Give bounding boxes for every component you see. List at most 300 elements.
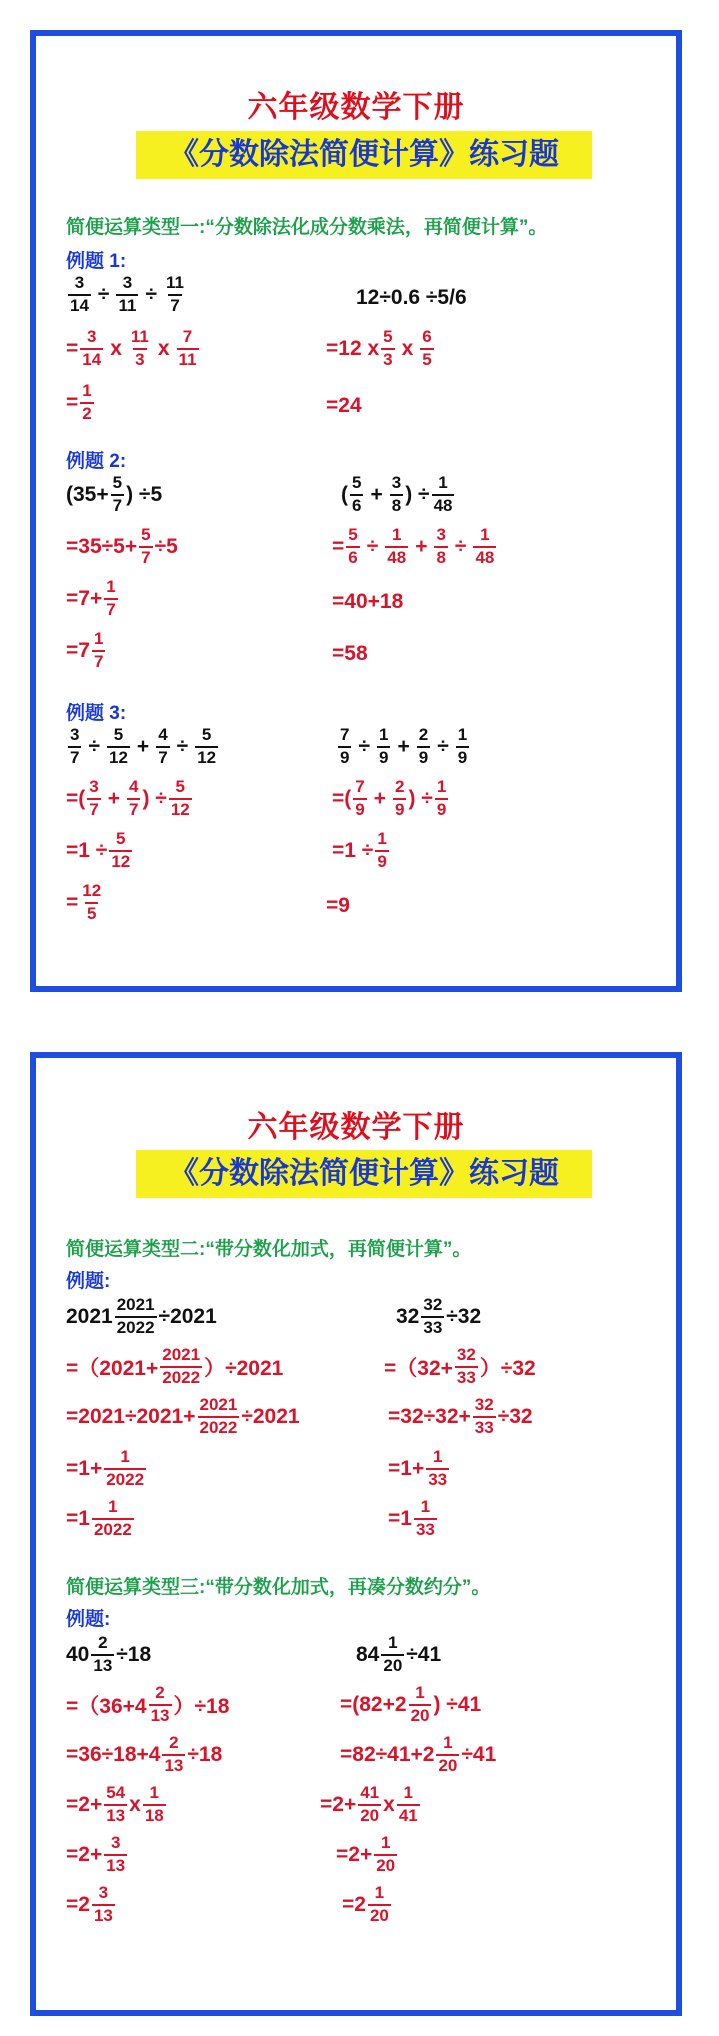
expression-text: ÷ xyxy=(88,734,100,758)
fraction xyxy=(104,1834,127,1875)
denominator: 13 xyxy=(106,1855,126,1875)
denominator: 8 xyxy=(436,547,446,567)
numerator: 7 xyxy=(340,725,350,744)
worksheet-panel-2 xyxy=(30,1052,682,2016)
numerator: 4 xyxy=(158,725,168,744)
numerator: 3 xyxy=(70,725,80,744)
a-left-problem xyxy=(66,1296,217,1337)
numerator: 5 xyxy=(116,829,126,848)
fraction xyxy=(353,778,366,819)
denominator: 7 xyxy=(170,295,180,315)
numerator: 1 xyxy=(93,629,104,648)
fraction xyxy=(346,526,359,567)
numerator: 1 xyxy=(457,725,468,744)
expression-text: x xyxy=(157,336,170,360)
numerator: 1 xyxy=(108,1497,118,1516)
numerator: 2021 xyxy=(162,1345,201,1364)
denominator: 6 xyxy=(352,495,362,515)
expression-text: = xyxy=(66,890,79,914)
numerator: 3 xyxy=(436,525,446,544)
fraction xyxy=(91,1634,114,1675)
b-left-step4 xyxy=(66,1834,129,1875)
expression-text: ( xyxy=(341,482,348,506)
numerator: 2 xyxy=(169,1733,179,1752)
expression-text: 84 xyxy=(356,1642,380,1666)
b-right-step2 xyxy=(340,1734,496,1775)
expression-text: 32 xyxy=(396,1304,420,1328)
denominator: 3 xyxy=(383,349,393,369)
numerator: 5 xyxy=(352,473,362,492)
b-right-step3 xyxy=(320,1784,422,1825)
numerator: 1 xyxy=(388,1633,398,1652)
numerator: 1 xyxy=(391,525,402,544)
ex2-right-step3: =58 xyxy=(332,642,368,665)
fraction xyxy=(417,726,430,767)
denominator: 9 xyxy=(377,851,387,871)
fraction xyxy=(397,1784,420,1825)
expression-text: =( xyxy=(332,786,352,810)
example-label-a: 例题: xyxy=(66,1271,111,1292)
ex1-left-step1 xyxy=(66,328,201,369)
ex2-left-step2 xyxy=(66,578,120,619)
numerator: 4 xyxy=(129,777,139,796)
expression-text: =1 xyxy=(66,1506,90,1530)
fraction xyxy=(104,1448,146,1489)
numerator: 3 xyxy=(391,473,402,492)
numerator: 11 xyxy=(130,327,149,346)
fraction xyxy=(420,328,433,369)
example-3-label: 例题 3: xyxy=(66,703,127,724)
fraction xyxy=(162,1734,185,1775)
denominator: 11 xyxy=(178,349,197,369)
expression-text: x xyxy=(401,336,414,360)
a-left-step1 xyxy=(66,1346,283,1387)
fraction xyxy=(129,328,151,369)
numerator: 54 xyxy=(106,1783,126,1802)
denominator: 48 xyxy=(433,495,453,515)
ex1-left-step2 xyxy=(66,382,96,423)
numerator: 32 xyxy=(423,1295,443,1314)
ex1-right-step1 xyxy=(326,328,436,369)
expression-text: =（2021+ xyxy=(66,1356,159,1380)
fraction xyxy=(92,1884,115,1925)
denominator: 33 xyxy=(423,1317,443,1337)
numerator: 5 xyxy=(175,777,186,796)
ex2-left-step1 xyxy=(66,526,178,567)
expression-text: x xyxy=(383,1792,395,1816)
denominator: 12 xyxy=(109,747,128,767)
expression-text: ) ÷5 xyxy=(126,482,163,506)
fraction xyxy=(198,1396,240,1437)
a-left-step3 xyxy=(66,1448,148,1489)
denominator: 5 xyxy=(422,349,432,369)
fraction xyxy=(80,882,103,923)
denominator: 20 xyxy=(376,1855,396,1875)
numerator: 1 xyxy=(82,381,92,400)
ex3-right-step2 xyxy=(332,830,391,871)
denominator: 7 xyxy=(141,547,151,567)
denominator: 33 xyxy=(428,1469,448,1489)
expression-text: ÷ xyxy=(358,734,370,758)
fraction xyxy=(68,274,91,315)
expression-text: =1+ xyxy=(388,1456,425,1480)
numerator: 5 xyxy=(348,525,358,544)
denominator: 9 xyxy=(395,799,405,819)
expression-text: =2+ xyxy=(66,1792,103,1816)
denominator: 12 xyxy=(197,747,217,767)
fraction xyxy=(116,274,138,315)
expression-text: =2021÷2021+ xyxy=(66,1404,196,1428)
ex1-right-step2: =24 xyxy=(326,394,362,417)
denominator: 2022 xyxy=(199,1417,238,1437)
numerator: 3 xyxy=(86,327,97,346)
fraction xyxy=(432,474,455,515)
expression-text: ）÷32 xyxy=(479,1356,536,1380)
fraction xyxy=(358,1784,381,1825)
numerator: 3 xyxy=(110,1833,121,1852)
expression-text: + xyxy=(370,482,383,506)
numerator: 1 xyxy=(432,1447,443,1466)
expression-text: =1+ xyxy=(66,1456,103,1480)
ex2-right-problem xyxy=(341,474,456,515)
ex3-left-step3 xyxy=(66,882,105,923)
expression-text: ) ÷ xyxy=(408,786,433,810)
fraction xyxy=(92,630,105,671)
fraction xyxy=(456,726,469,767)
numerator: 3 xyxy=(89,777,99,796)
fraction xyxy=(381,328,394,369)
denominator: 2022 xyxy=(106,1469,145,1489)
expression-text: x xyxy=(129,1792,141,1816)
method-type-1: 简便运算类型一:“分数除法化成分数乘法，再简便计算”。 xyxy=(66,217,548,238)
denominator: 12 xyxy=(170,799,190,819)
expression-text: =2+ xyxy=(66,1842,103,1866)
fraction xyxy=(455,1346,478,1387)
fraction xyxy=(426,1448,449,1489)
expression-text: =1 ÷ xyxy=(66,838,108,862)
denominator: 33 xyxy=(474,1417,494,1437)
expression-text: =1 ÷ xyxy=(332,838,374,862)
expression-text: ÷32 xyxy=(497,1404,533,1428)
numerator: 1 xyxy=(438,473,448,492)
fraction xyxy=(164,274,186,315)
expression-text: ÷41 xyxy=(406,1642,442,1666)
fraction xyxy=(377,726,390,767)
numerator: 5 xyxy=(113,725,124,744)
expression-text: ）÷2021 xyxy=(204,1356,284,1380)
denominator: 13 xyxy=(106,1805,126,1825)
fraction xyxy=(104,1784,127,1825)
numerator: 32 xyxy=(474,1395,494,1414)
denominator: 41 xyxy=(398,1805,418,1825)
fraction xyxy=(160,1346,202,1387)
denominator: 8 xyxy=(391,495,402,515)
ex3-left-problem xyxy=(66,726,220,767)
expression-text: 2021 xyxy=(66,1304,113,1328)
numerator: 2021 xyxy=(199,1395,238,1414)
b-left-step2 xyxy=(66,1734,222,1775)
expression-text: ÷18 xyxy=(187,1742,223,1766)
fraction xyxy=(338,726,351,767)
fraction xyxy=(375,830,388,871)
fraction xyxy=(434,526,447,567)
fraction xyxy=(385,526,408,567)
numerator: 1 xyxy=(379,725,389,744)
example-label-b: 例题: xyxy=(66,1609,111,1630)
expression-text: =36÷18+4 xyxy=(66,1742,161,1766)
fraction xyxy=(368,1884,391,1925)
numerator: 1 xyxy=(380,1833,391,1852)
fraction xyxy=(436,1734,459,1775)
expression-text: + xyxy=(136,734,150,758)
ex3-right-problem xyxy=(336,726,471,767)
numerator: 1 xyxy=(374,1883,385,1902)
expression-text: ) ÷41 xyxy=(433,1692,482,1716)
worksheet-panel-1 xyxy=(30,30,682,992)
numerator: 2021 xyxy=(116,1295,155,1314)
denominator: 48 xyxy=(387,547,407,567)
fraction xyxy=(92,1498,134,1539)
method-type-3: 简便运算类型三:“带分数化加式，再凑分数约分”。 xyxy=(66,1577,491,1598)
ex3-right-step3: =9 xyxy=(326,894,350,917)
denominator: 13 xyxy=(164,1755,184,1775)
expression-text: ÷5 xyxy=(154,534,178,558)
denominator: 9 xyxy=(436,799,447,819)
numerator: 1 xyxy=(443,1733,453,1752)
denominator: 11 xyxy=(118,295,137,315)
fraction xyxy=(473,1396,496,1437)
fraction xyxy=(111,474,124,515)
ex1-right-problem: 12÷0.6 ÷5/6 xyxy=(356,286,467,309)
b-right-step5 xyxy=(342,1884,393,1925)
numerator: 11 xyxy=(165,273,184,292)
expression-text: + xyxy=(397,734,410,758)
expression-text: =2+ xyxy=(336,1842,373,1866)
denominator: 13 xyxy=(93,1655,113,1675)
b-left-step1 xyxy=(66,1684,229,1725)
fraction xyxy=(473,526,496,567)
denominator: 9 xyxy=(379,747,389,767)
denominator: 33 xyxy=(415,1519,435,1539)
expression-text: ) ÷ xyxy=(142,786,167,810)
expression-text: =82÷41+2 xyxy=(340,1742,435,1766)
expression-text: =2 xyxy=(342,1892,366,1916)
denominator: 18 xyxy=(144,1805,164,1825)
denominator: 7 xyxy=(158,747,168,767)
method-type-2: 简便运算类型二:“带分数化加式，再简便计算”。 xyxy=(66,1239,472,1260)
denominator: 2022 xyxy=(116,1317,155,1337)
expression-text: ÷2021 xyxy=(158,1304,217,1328)
expression-text: =1 xyxy=(388,1506,412,1530)
denominator: 13 xyxy=(150,1705,170,1725)
denominator: 7 xyxy=(129,799,139,819)
denominator: 20 xyxy=(369,1905,389,1925)
denominator: 14 xyxy=(70,295,89,315)
a-left-step2 xyxy=(66,1396,300,1437)
expression-text: =7+ xyxy=(66,586,103,610)
numerator: 1 xyxy=(436,777,447,796)
example-2-label: 例题 2: xyxy=(66,451,127,472)
numerator: 1 xyxy=(403,1783,414,1802)
a-right-step4 xyxy=(388,1498,439,1539)
fraction xyxy=(107,726,130,767)
denominator: 33 xyxy=(456,1367,476,1387)
b-left-problem xyxy=(66,1634,151,1675)
expression-text: = xyxy=(332,534,345,558)
denominator: 20 xyxy=(438,1755,458,1775)
denominator: 20 xyxy=(410,1705,430,1725)
denominator: 2022 xyxy=(162,1367,201,1387)
example-1-label: 例题 1: xyxy=(66,251,127,272)
b-right-problem xyxy=(356,1634,441,1675)
fraction xyxy=(143,1784,166,1825)
expression-text: ÷2021 xyxy=(241,1404,300,1428)
fraction xyxy=(195,726,218,767)
denominator: 2022 xyxy=(93,1519,132,1539)
ex2-right-step2: =40+18 xyxy=(332,590,404,613)
numerator: 2 xyxy=(395,777,405,796)
a-right-problem xyxy=(396,1296,481,1337)
denominator: 12 xyxy=(111,851,131,871)
fraction xyxy=(87,778,100,819)
numerator: 1 xyxy=(377,829,387,848)
fraction xyxy=(393,778,406,819)
worksheet-title: 《分数除法简便计算》练习题 xyxy=(136,131,592,179)
expression-text: 40 xyxy=(66,1642,90,1666)
numerator: 1 xyxy=(149,1783,160,1802)
fraction xyxy=(177,328,199,369)
numerator: 1 xyxy=(120,1447,130,1466)
numerator: 1 xyxy=(415,1683,425,1702)
numerator: 2 xyxy=(155,1683,165,1702)
expression-text: + xyxy=(373,786,386,810)
numerator: 5 xyxy=(201,725,212,744)
grade-title: 六年级数学下册 xyxy=(247,1111,465,1144)
numerator: 3 xyxy=(122,273,133,292)
expression-text: =（36+4 xyxy=(66,1694,147,1718)
numerator: 5 xyxy=(141,525,151,544)
fraction xyxy=(374,1834,397,1875)
expression-text: ÷ xyxy=(454,534,467,558)
fraction xyxy=(139,526,152,567)
numerator: 3 xyxy=(74,273,85,292)
fraction xyxy=(68,726,81,767)
expression-text: =(82+2 xyxy=(340,1692,407,1716)
denominator: 14 xyxy=(82,349,102,369)
expression-text: ÷41 xyxy=(461,1742,497,1766)
a-right-step1 xyxy=(384,1346,536,1387)
numerator: 1 xyxy=(420,1497,431,1516)
denominator: 7 xyxy=(93,651,104,671)
expression-text: =7 xyxy=(66,638,90,662)
fraction xyxy=(169,778,192,819)
denominator: 9 xyxy=(418,747,429,767)
expression-text: ）÷18 xyxy=(173,1694,230,1718)
expression-text: ÷ xyxy=(97,282,110,306)
expression-text: (35+ xyxy=(66,482,109,506)
fraction xyxy=(80,382,93,423)
ex2-left-problem xyxy=(66,474,162,515)
numerator: 1 xyxy=(480,525,490,544)
fraction xyxy=(156,726,169,767)
denominator: 7 xyxy=(70,747,80,767)
denominator: 7 xyxy=(112,495,123,515)
a-left-step4 xyxy=(66,1498,136,1539)
fraction xyxy=(421,1296,444,1337)
expression-text: ) ÷ xyxy=(405,482,430,506)
denominator: 3 xyxy=(135,349,145,369)
fraction xyxy=(127,778,140,819)
denominator: 9 xyxy=(340,747,350,767)
ex2-right-step1 xyxy=(332,526,498,567)
denominator: 20 xyxy=(360,1805,380,1825)
numerator: 12 xyxy=(82,881,102,900)
numerator: 7 xyxy=(182,327,193,346)
ex3-left-step1 xyxy=(66,778,194,819)
denominator: 9 xyxy=(355,799,365,819)
numerator: 5 xyxy=(112,473,123,492)
fraction xyxy=(115,1296,157,1337)
ex1-left-problem xyxy=(66,274,188,315)
expression-text: =32÷32+ xyxy=(388,1404,471,1428)
denominator: 9 xyxy=(457,747,468,767)
a-right-step2 xyxy=(388,1396,533,1437)
numerator: 2 xyxy=(98,1633,108,1652)
denominator: 6 xyxy=(348,547,358,567)
expression-text: + xyxy=(415,534,428,558)
denominator: 7 xyxy=(89,799,99,819)
b-right-step1 xyxy=(340,1684,481,1725)
expression-text: =( xyxy=(66,786,86,810)
expression-text: =2 xyxy=(66,1892,90,1916)
expression-text: =35÷5+ xyxy=(66,534,138,558)
expression-text: + xyxy=(107,786,120,810)
expression-text: ÷ xyxy=(437,734,449,758)
numerator: 1 xyxy=(106,577,116,596)
fraction xyxy=(414,1498,437,1539)
expression-text: = xyxy=(66,390,79,414)
fraction xyxy=(109,830,132,871)
numerator: 32 xyxy=(456,1345,476,1364)
numerator: 3 xyxy=(98,1883,109,1902)
fraction xyxy=(350,474,363,515)
expression-text: ÷ xyxy=(366,534,379,558)
denominator: 13 xyxy=(93,1905,113,1925)
expression-text: ÷ xyxy=(145,282,157,306)
fraction xyxy=(149,1684,172,1725)
numerator: 5 xyxy=(383,327,393,346)
denominator: 48 xyxy=(475,547,495,567)
expression-text: ÷32 xyxy=(446,1304,482,1328)
expression-text: ÷18 xyxy=(116,1642,152,1666)
fraction xyxy=(381,1634,404,1675)
ex3-right-step1 xyxy=(332,778,450,819)
expression-text: =12 x xyxy=(326,336,380,360)
denominator: 7 xyxy=(106,599,116,619)
denominator: 2 xyxy=(82,403,92,423)
b-right-step4 xyxy=(336,1834,399,1875)
expression-text: x xyxy=(110,336,122,360)
numerator: 41 xyxy=(360,1783,380,1802)
a-right-step3 xyxy=(388,1448,451,1489)
grade-title: 六年级数学下册 xyxy=(247,91,465,124)
ex3-left-step2 xyxy=(66,830,134,871)
worksheet-title: 《分数除法简便计算》练习题 xyxy=(136,1150,592,1198)
b-left-step5 xyxy=(66,1884,117,1925)
fraction xyxy=(435,778,448,819)
ex2-left-step3 xyxy=(66,630,107,671)
numerator: 7 xyxy=(355,777,365,796)
